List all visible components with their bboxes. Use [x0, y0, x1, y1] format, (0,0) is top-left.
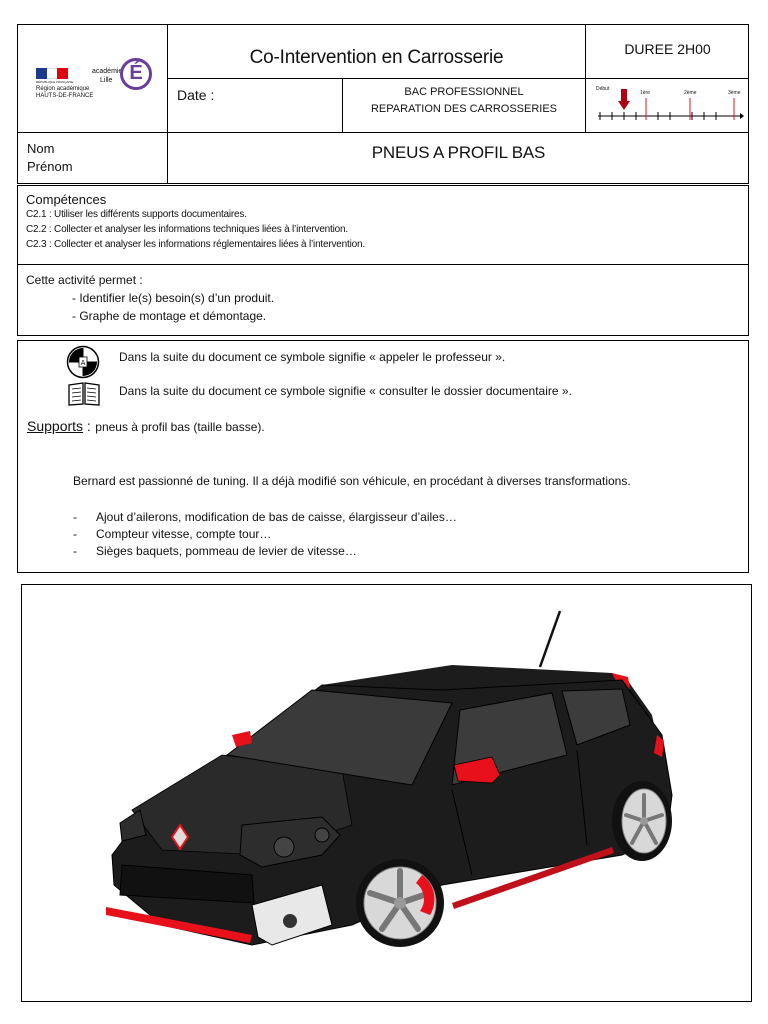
academie-emblem-icon: É: [120, 58, 152, 90]
region-label-2: HAUTS-DE-FRANCE: [36, 93, 94, 99]
story-text: Bernard est passionné de tuning. Il a déjà modifié son véhicule, en procédant à diverses transformations.: [73, 474, 631, 488]
bullet-item: - Ajout d’ailerons, modification de bas de caisse, élargisseur d’ailes…: [73, 510, 457, 524]
competences-heading: Compétences: [26, 192, 107, 207]
header-divider: [167, 78, 749, 79]
subject-title: PNEUS A PROFIL BAS: [371, 143, 546, 162]
activity-intro: Cette activité permet :: [26, 273, 143, 287]
date-label: Date :: [177, 87, 215, 103]
symbol-professor-text: Dans la suite du document ce symbole signifie « appeler le professeur ».: [119, 350, 506, 364]
call-professor-icon: [66, 345, 100, 379]
progress-timeline: [594, 86, 744, 124]
tuned-car-illustration: [22, 585, 751, 1001]
supports-line: [27, 418, 265, 436]
region-label: Région académique: [36, 86, 90, 92]
timeline-start-label: Début: [596, 86, 610, 92]
documentation-book-icon: [67, 381, 101, 407]
car-illustration-frame: [21, 584, 752, 1002]
academie-label: académie: [92, 68, 123, 75]
competence-item: C2.3 : Collecter et analyser les informations réglementaires liées à l’intervention.: [26, 239, 365, 250]
bullet-item: - Compteur vitesse, compte tour…: [73, 527, 272, 541]
competence-item: C2.2 : Collecter et analyser les informations techniques liées à l’intervention.: [26, 224, 348, 235]
republique-label: RÉPUBLIQUE FRANÇAISE: [36, 80, 74, 84]
bac-line-2: REPARATION DES CARROSSERIES: [370, 103, 558, 115]
current-position-arrow-icon: [618, 89, 630, 110]
supports-colon: :: [83, 418, 91, 434]
activity-item: - Graphe de montage et démontage.: [72, 309, 267, 323]
bullet-item: - Sièges baquets, pommeau de levier de vitesse…: [73, 544, 357, 558]
bullet-text: Compteur vitesse, compte tour…: [96, 527, 272, 541]
french-flag-icon: [36, 68, 68, 79]
symbol-docs-text: Dans la suite du document ce symbole signifie « consulter le dossier documentaire ».: [119, 384, 572, 398]
bullet-text: Ajout d’ailerons, modification de bas de caisse, élargisseur d’ailes…: [96, 510, 457, 524]
timeline-label-2: 2ème: [684, 90, 697, 96]
duration-label: DUREE 2H00: [624, 41, 711, 57]
timeline-label-1: 1ère: [640, 90, 651, 96]
activity-item: - Identifier le(s) besoin(s) d’un produit.: [72, 291, 275, 305]
bac-line-1: BAC PROFESSIONNEL: [404, 86, 524, 98]
prenom-label: Prénom: [27, 159, 73, 174]
competence-item: C2.1 : Utiliser les différents supports documentaires.: [26, 209, 247, 220]
timeline-label-3: 3ème: [728, 90, 741, 96]
timeline-axis: [594, 86, 744, 124]
supports-text: pneus à profil bas (taille basse).: [95, 420, 265, 434]
nom-label: Nom: [27, 141, 55, 156]
svg-text:A: A: [80, 359, 86, 367]
academie-city: Lille: [100, 77, 113, 84]
document-title: Co-Intervention en Carrosserie: [249, 47, 504, 68]
bullet-text: Sièges baquets, pommeau de levier de vitesse…: [96, 544, 357, 558]
supports-label: Supports: [27, 418, 84, 434]
academie-logo: [30, 52, 160, 112]
